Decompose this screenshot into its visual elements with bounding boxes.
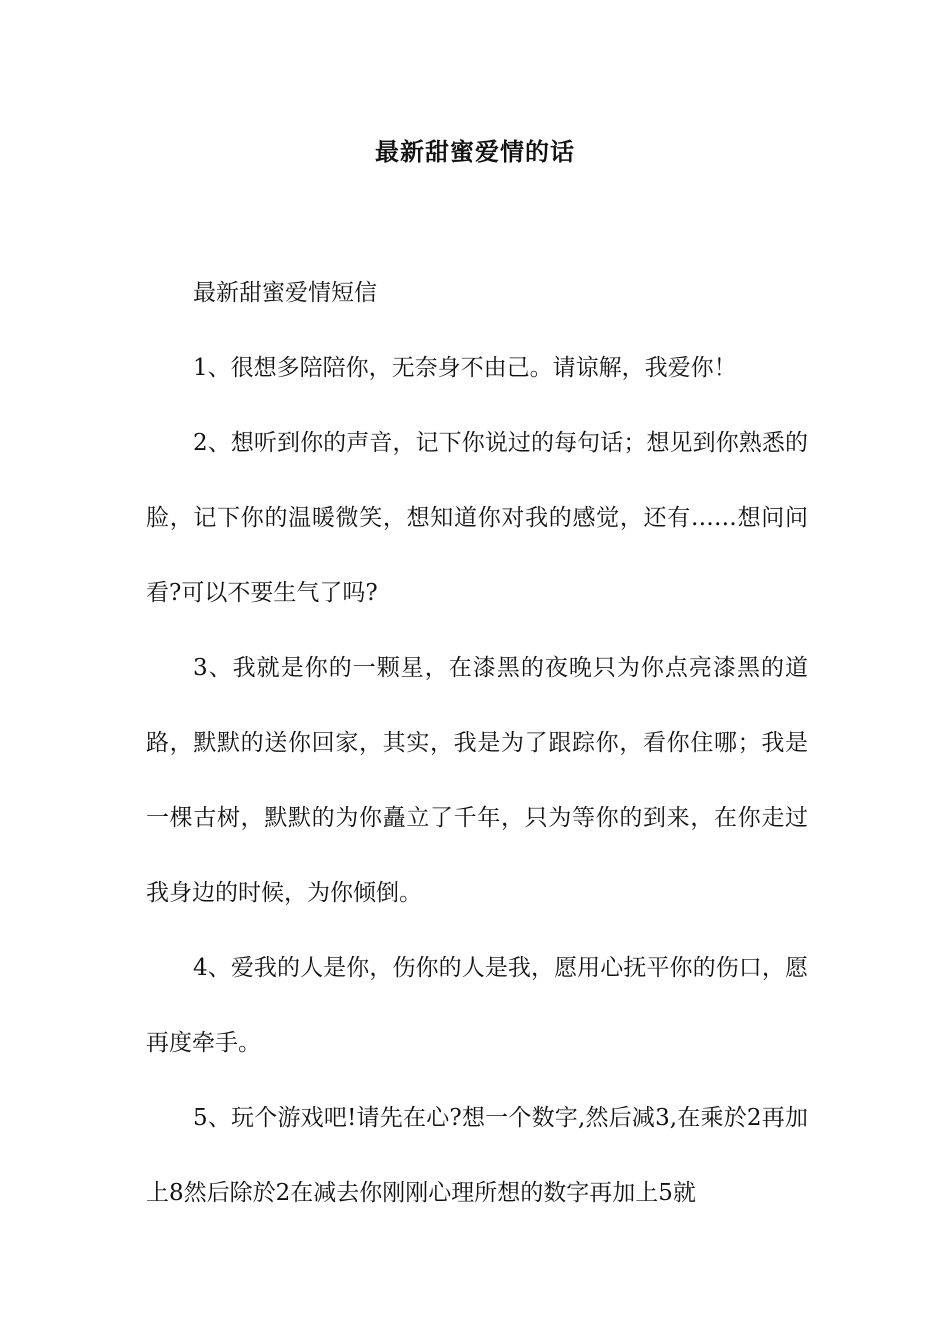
paragraph-heading: 最新甜蜜爱情短信 [193,280,377,306]
document-body [146,256,808,1231]
paragraph-5: 5、玩个游戏吧!请先在心?想一个数字,然后减3,在乘於2再加上8然后除於2在减去你刚刚心理所想的数字再加上5就 [146,1105,808,1206]
paragraph-2: 2、想听到你的声音，记下你说过的每句话；想见到你熟悉的脸，记下你的温暖微笑，想知道你对我的感觉，还有……想问问看?可以不要生气了吗? [146,430,808,606]
paragraph-1: 1、很想多陪陪你，无奈身不由己。请谅解，我爱你！ [193,355,737,381]
paragraph-3: 3、我就是你的一颗星，在漆黑的夜晚只为你点亮漆黑的道路，默默的送你回家，其实，我是为了跟踪你，看你住哪；我是一棵古树，默默的为你矗立了千年，只为等你的到来，在你走过我身边的时候，为你倾倒。 [146,655,808,906]
document-title: 最新甜蜜爱情的话 [375,137,575,166]
paragraph-4: 4、爱我的人是你，伤你的人是我，愿用心抚平你的伤口，愿再度牵手。 [146,955,808,1056]
